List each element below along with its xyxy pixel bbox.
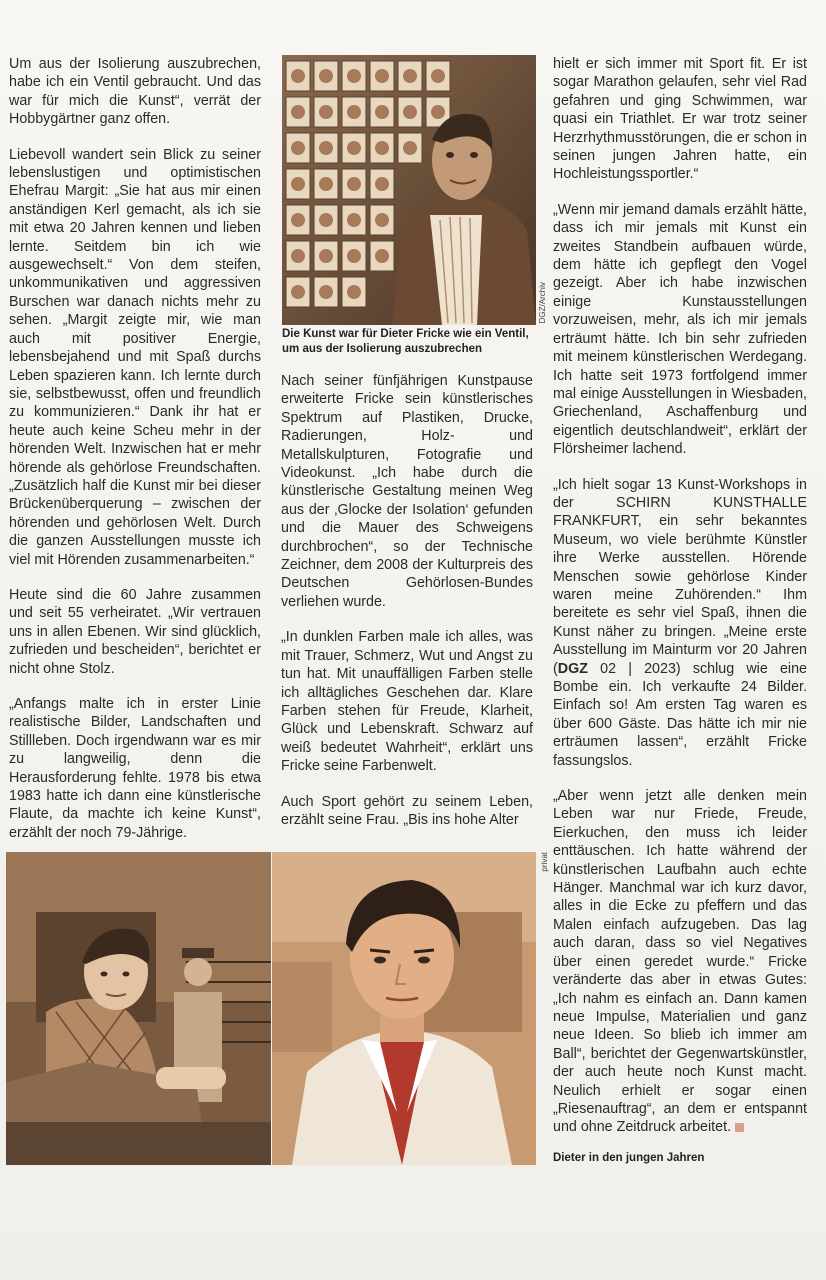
paragraph: Nach seiner fünfjährigen Kunstpause erweiterte Fricke sein künstlerisches Spektrum auf Plastiken, Drucke, Radierungen, Holz- und Metallskulpturen, Fotografie und Videokunst. „Ich habe durch die künstlerische Gestaltung meinen Weg aus der ‚Glocke der Isolation‘ gefunden und die Mauer des Schweigens durchbrochen“, so der Technische Zeichner, dem 2008 der Kulturpreis des Deutschen Gehörlosen-Bundes verliehen wurde. xyxy=(281,373,533,610)
text-column-3 xyxy=(553,55,807,1154)
text-run: „Aber wenn jetzt alle denken mein Leben war nur Friede, Freude, Eierkuchen, den muss ich leider enttäuschen. Ich hatte während der künstlerischen Laufbahn auch echte Hänger. Manchmal war ich kurz davor, alles in die Ecke zu pfeffern und das Malen einfach aufzugeben. Das lag auch daran, dass so viel Negatives über einen geredet wurde.“ Fricke veränderte das aber in etwas Gutes: „Ich nahm es einfach an. Dann kamen neue Impulse, Materialien und ganz neue Ideen. So blieb ich immer am Ball“, berichtet der Gegenwartskünstler, der auch heute noch Kunst macht. Neulich erhielt er sogar einen „Riesenauftrag“, an dem er entspannt und ohne Zeitdruck arbeitet. xyxy=(553,788,807,1136)
photo-illustration xyxy=(282,55,536,325)
text-column-2 xyxy=(281,372,533,846)
paragraph: Liebevoll wandert sein Blick zu seiner lebenslustigen und optimistischen Ehefrau Margit: „Sie hat aus mir einen anständigen Kerl gemacht, als ich sie mit etwa 20 Jahren kennen und lieben lernte. Seitdem bin ich wie ausgewechselt.“ Von dem steifen, unkommunikativen und aggressiven Burschen war danach nichts mehr zu sehen. „Margit zeigte mir, wie man auch mit positiver Energie, lebensbejahend und mit Spaß durchs Leben spazieren kann. Ich lernte durch sie, selbstbewusst, offen und freundlich zu kommunizieren.“ Dank ihr hat er heute auch keine Scheu mehr in der hörenden Welt. Inzwischen hat er mehr hörende als gehörlose Freundschaften. „Zusätzlich half die Kunst mir bei dieser Brückenüberquerung – zwischen der hörenden und gehörlosen Welt. Durch die ganzen Ausstellungen musste ich viel mit Hörenden zusammenarbeiten.“ xyxy=(9,146,261,568)
paragraph: Um aus der Isolierung auszubrechen, habe ich ein Ventil gebraucht. Und das war für mich die Kunst“, verrät der Hobbygärtner ganz offen. xyxy=(9,56,261,128)
paragraph: Auch Sport gehört zu seinem Leben, erzählt seine Frau. „Bis ins hohe Alter xyxy=(281,793,533,828)
photo-artist-with-sign-alphabet xyxy=(282,55,536,325)
photo-boy-young-dieter xyxy=(6,852,271,1165)
magazine-reference: DGZ xyxy=(557,660,588,677)
paragraph xyxy=(553,787,807,1137)
paragraph: „Anfangs malte ich in erster Linie realistische Bilder, Landschaften und Stillleben. Doch irgendwann war es mir zu langweilig, denn die Herausforderung fehlte. 1978 bis etwa 1983 hatte ich dann eine künstlerische Flaute, da machte ich keine Kunst“, erzählt der noch 79-Jährige. xyxy=(9,696,261,841)
photo-caption: Die Kunst war für Dieter Fricke wie ein Ventil, um aus der Isolierung auszubrechen xyxy=(282,328,529,355)
photo-credit: DGZ/Archiv xyxy=(538,282,547,324)
paragraph: hielt er sich immer mit Sport fit. Er ist sogar Marathon gelaufen, sehr viel Rad gefahren und ging Schwimmen, war quasi ein Triathlet. Er war trotz seiner Herzrhythmusstörungen, die er schon in seinen jungen Jahren hatte, ein Hochleistungssportler.“ xyxy=(553,56,807,183)
photo-illustration xyxy=(6,852,271,1165)
photo-caption: Dieter in den jungen Jahren xyxy=(553,1152,705,1164)
photo-young-man-portrait xyxy=(272,852,536,1165)
text-column-1 xyxy=(9,55,261,859)
photo-illustration xyxy=(272,852,536,1165)
paragraph xyxy=(553,476,807,771)
paragraph: „In dunklen Farben male ich alles, was mit Trauer, Schmerz, Wut und Angst zu tun hat. Mit unauffälligen Farben stelle ich alltägliches Geschehen dar. Klare Farben stehen für Freude, Klarheit, Glück und Lebenskraft. Schwarz auf weiß bedeutet Wahrheit“, erklärt uns Fricke seine Farbenwelt. xyxy=(281,629,533,775)
text-run: „Ich hielt sogar 13 Kunst-Workshops in der SCHIRN KUNSTHALLE FRANKFURT, ein sehr bekanntes Museum, wo viele berühmte Künstler ihre Werke ausstellen. Hörende Menschen sowie gehörlose Kinder waren meine Zuhörenden.“ Ihm bereitete es sehr viel Spaß, ihnen die Kunst näher zu bringen. „Meine erste Ausstellung im Mainturm vor 20 Jahren ( xyxy=(553,476,807,677)
end-of-article-icon xyxy=(735,1123,744,1132)
paragraph: Heute sind die 60 Jahre zusammen und seit 55 verheiratet. „Wir vertrauen uns in allen Ebenen. Wir sind glücklich, zufrieden und bescheiden“, berichtet er nicht ohne Stolz. xyxy=(9,586,261,677)
photo-credit: privat xyxy=(540,852,549,872)
paragraph: „Wenn mir jemand damals erzählt hätte, dass ich mir jemals mit Kunst ein zweites Standbein aufbauen würde, dem hätte ich gepflegt den Vogel gezeigt. Aber ich habe inzwischen einige Kunstausstellungen vorzuweisen, mehr, als ich mir jemals erträumt hätte. Ich bin sehr zufrieden mit meinem künstlerischen Werdegang. Ich hatte seit 1973 fortfolgend immer mal einige Ausstellungen in Wiesbaden, Griechenland, Aschaffenburg und eigentlich deutschlandweit“, erklärt der Flörsheimer lachend. xyxy=(553,201,807,458)
text-run: 02 | 2023) schlug wie eine Bombe ein. Ich verkaufte 24 Bilder. Einfach so! Am ersten Tag waren es über 600 Gäste. Das hätte ich mir nie erträumen lassen“, erzählt Fricke fassungslos. xyxy=(553,660,807,769)
